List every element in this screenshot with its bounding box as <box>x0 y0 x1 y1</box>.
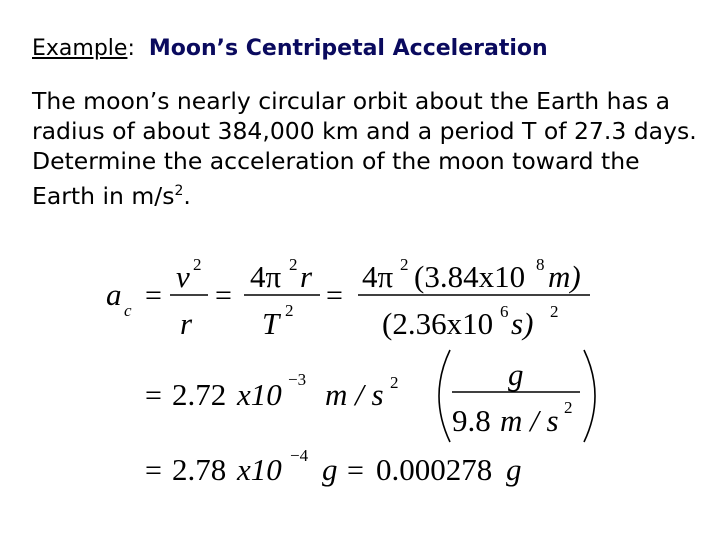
title-colon: : <box>127 36 135 61</box>
conv-den-unit: m / s <box>500 403 559 438</box>
example-label: Example <box>32 36 128 61</box>
conv-num: g <box>508 357 524 392</box>
result-unit: g <box>506 452 522 487</box>
lhs-subscript: c <box>124 301 132 320</box>
equation-line-2 <box>145 350 595 442</box>
conv-den: 9.8 <box>452 403 491 438</box>
times-ten: x10 <box>237 452 282 487</box>
exponent: −3 <box>288 370 307 389</box>
frac3-den-head: (2.36x10 <box>382 306 494 341</box>
frac1-num-exp: 2 <box>193 255 202 274</box>
exponent: −4 <box>290 446 309 465</box>
unit: g <box>322 452 338 487</box>
equals-sign: = <box>347 454 364 487</box>
value: 2.78 <box>172 452 227 487</box>
frac2-num-tail: r <box>300 259 313 294</box>
equation-line-1 <box>106 255 590 341</box>
frac3-num-head: 4π <box>362 259 394 294</box>
value: 2.72 <box>172 377 227 412</box>
frac2-num: 4π <box>250 259 282 294</box>
frac2-den-exp: 2 <box>285 301 294 320</box>
frac1-den: r <box>180 306 193 341</box>
frac3-den-exp1: 6 <box>500 302 509 321</box>
equals-sign: = <box>215 279 232 312</box>
left-paren <box>439 350 450 442</box>
title-heading: Moon’s Centripetal Acceleration <box>148 36 548 61</box>
equals-sign: = <box>145 454 162 487</box>
frac3-den-tail: s) <box>511 306 534 341</box>
frac3-num-tail: m) <box>548 259 581 294</box>
frac3-den-exp2: 2 <box>550 302 559 321</box>
result-value: 0.000278 <box>376 452 493 487</box>
frac3-num-exp2: 8 <box>536 255 545 274</box>
frac1-num: v <box>176 259 190 294</box>
lhs-symbol: a <box>106 277 122 312</box>
equals-sign: = <box>326 279 343 312</box>
problem-text: The moon’s nearly circular orbit about the Earth has a radius of about 384,000 km and a period T of 27.3 days. Determine the acceleration of the moon toward the Earth in m/s <box>32 87 697 210</box>
frac3-num-exp1: 2 <box>400 255 409 274</box>
times-ten: x10 <box>237 377 282 412</box>
conv-den-exp: 2 <box>564 398 573 417</box>
unit-exp: 2 <box>390 373 399 392</box>
unit-exponent: 2 <box>174 183 184 199</box>
problem-end-punct: . <box>183 181 191 210</box>
equation-line-3 <box>145 446 522 487</box>
frac2-den: T <box>262 306 280 341</box>
unit: m / s <box>325 377 384 412</box>
equals-sign: = <box>145 279 162 312</box>
equals-sign: = <box>145 379 162 412</box>
right-paren <box>584 350 595 442</box>
frac2-num-exp: 2 <box>289 255 298 274</box>
frac3-num-mid: (3.84x10 <box>414 259 526 294</box>
